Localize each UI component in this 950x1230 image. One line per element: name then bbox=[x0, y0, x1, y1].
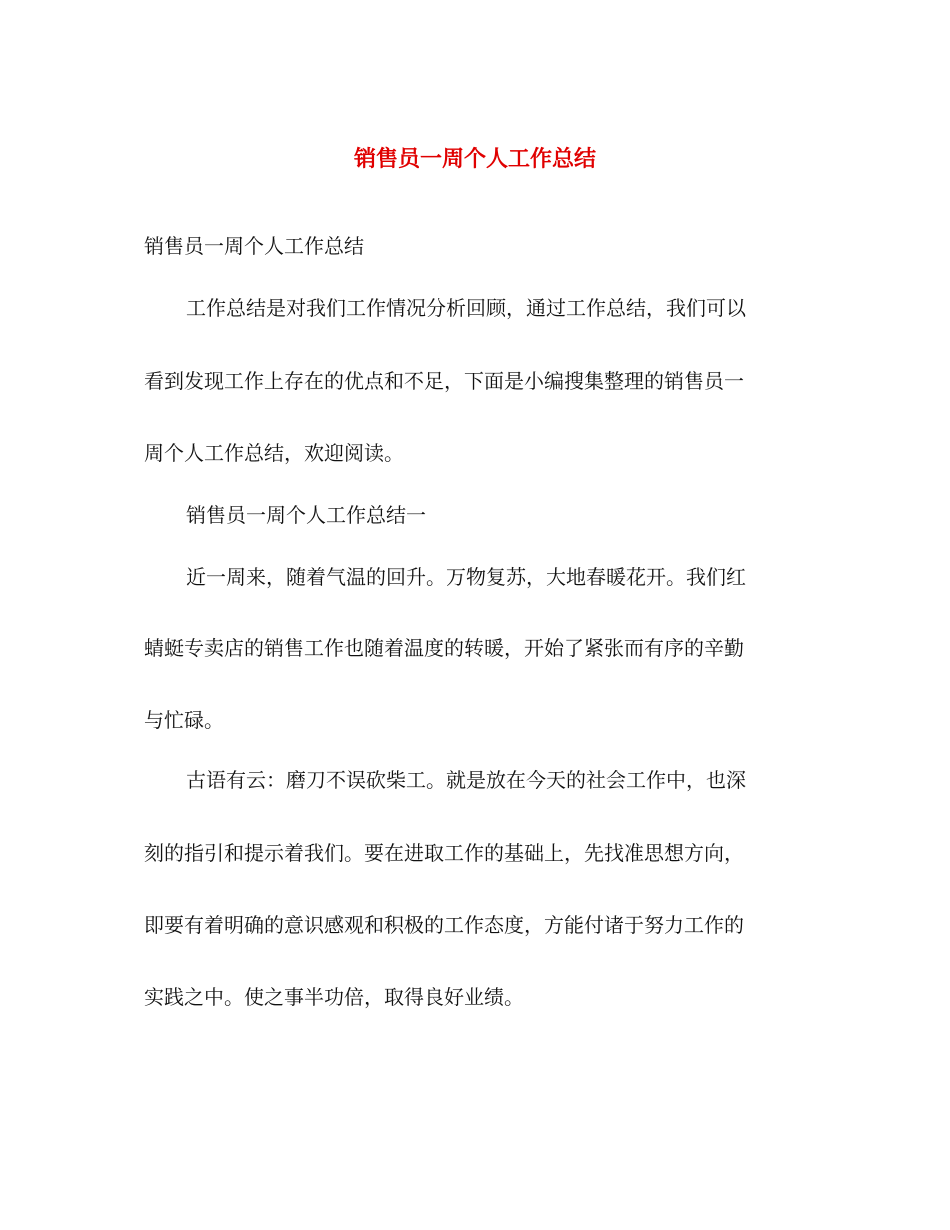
paragraph-line: 周个人工作总结，欢迎阅读。 bbox=[144, 441, 404, 465]
section-heading: 销售员一周个人工作总结一 bbox=[186, 503, 426, 527]
paragraph-line: 实践之中。使之事半功倍，取得良好业绩。 bbox=[144, 985, 524, 1009]
paragraph-line: 看到发现工作上存在的优点和不足，下面是小编搜集整理的销售员一 bbox=[144, 369, 744, 393]
paragraph-line: 工作总结是对我们工作情况分析回顾，通过工作总结，我们可以 bbox=[186, 296, 746, 320]
paragraph-line: 蜻蜓专卖店的销售工作也随着温度的转暖，开始了紧张而有序的辛勤 bbox=[144, 636, 744, 660]
paragraph-line: 近一周来，随着气温的回升。万物复苏，大地春暖花开。我们红 bbox=[186, 565, 746, 589]
paragraph-line: 古语有云：磨刀不误砍柴工。就是放在今天的社会工作中，也深 bbox=[186, 768, 746, 792]
document-title: 销售员一周个人工作总结 bbox=[353, 147, 596, 172]
paragraph-line: 刻的指引和提示着我们。要在进取工作的基础上，先找准思想方向， bbox=[144, 841, 744, 865]
document-subtitle: 销售员一周个人工作总结 bbox=[144, 234, 364, 258]
paragraph-line: 与忙碌。 bbox=[144, 708, 224, 732]
paragraph-line: 即要有着明确的意识感观和积极的工作态度，方能付诸于努力工作的 bbox=[144, 913, 744, 937]
